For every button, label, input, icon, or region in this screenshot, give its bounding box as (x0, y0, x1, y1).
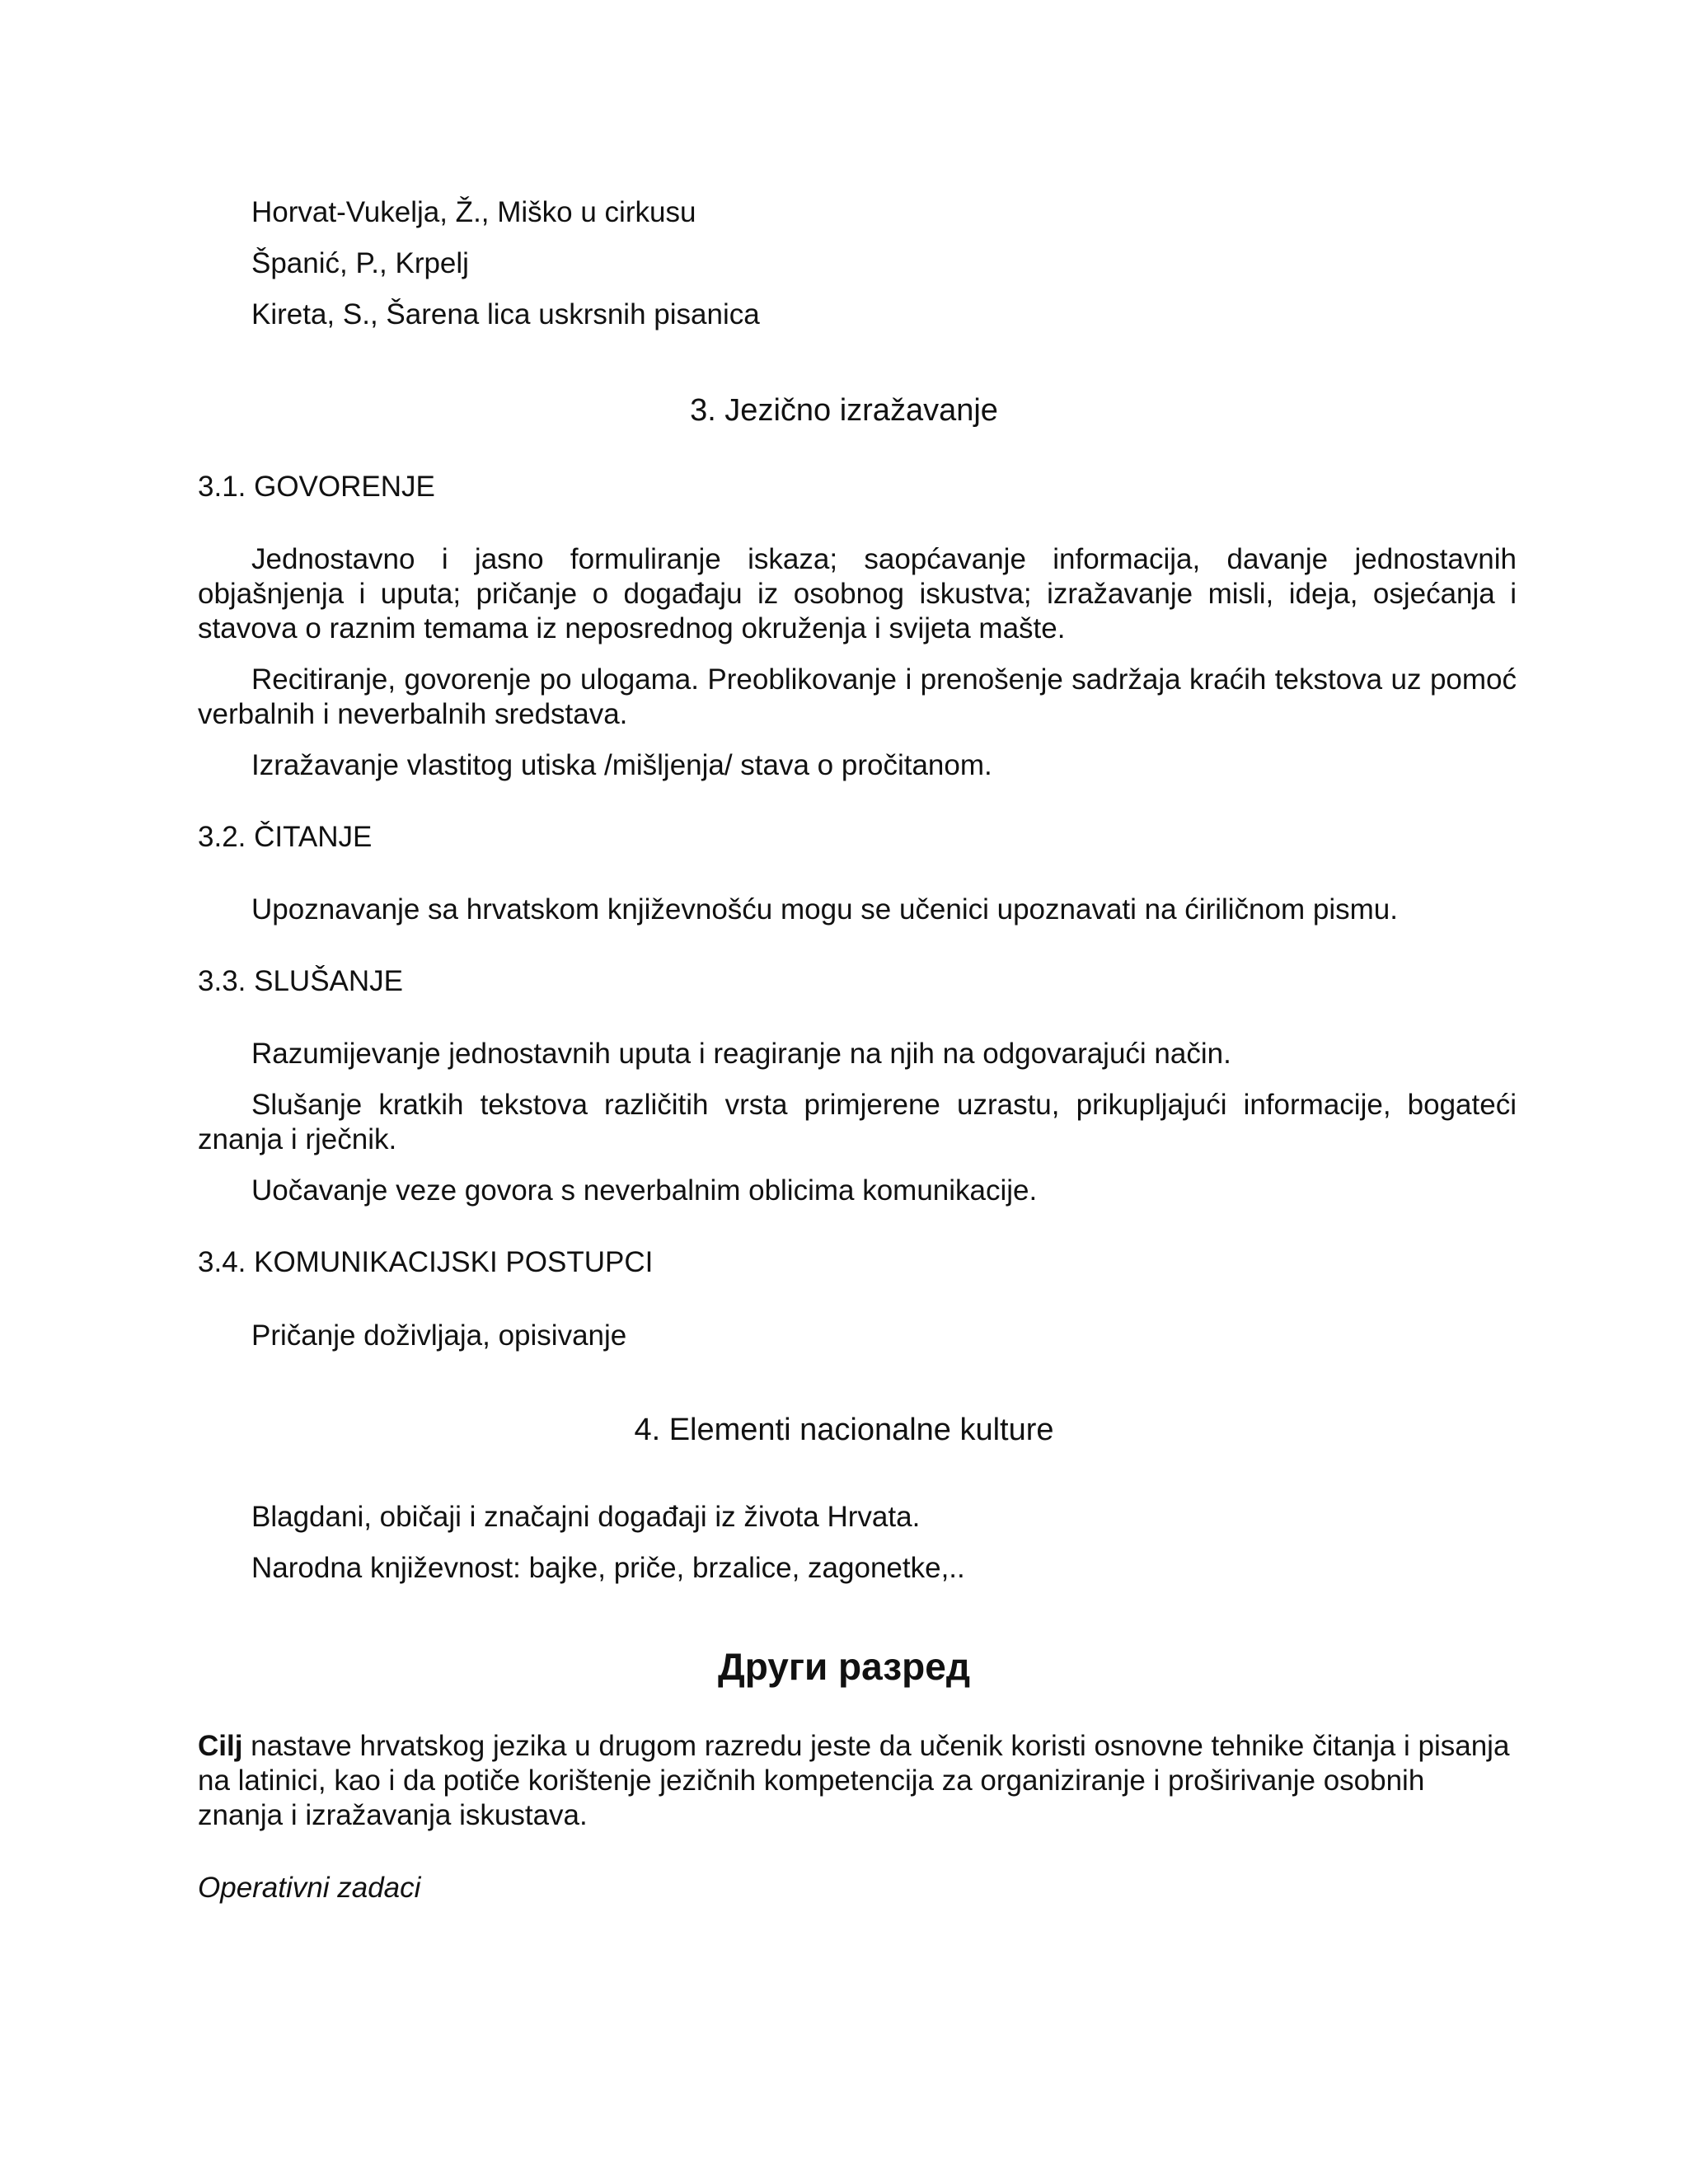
section-title: 4. Elementi nacionalne kulture (634, 1413, 1054, 1447)
goal-label: Cilj (198, 1730, 243, 1762)
goal-text: nastave hrvatskog jezika u drugom razredu jeste da učenik koristi osnovne tehnike čitanja i pisanja na latinici, kao i da potiče korištenje jezičnih kompetencija za organiziranje i proširivanje osobnih znanja i izražavanja iskustava. (198, 1730, 1510, 1831)
paragraph: Recitiranje, govorenje po ulogama. Preoblikovanje i prenošenje sadržaja kraćih tekstova uz pomoć verbalnih i neverbalnih sredstava. (198, 663, 1517, 730)
paragraph: Jednostavno i jasno formuliranje iskaza; saopćavanje informacija, davanje jednostavnih objašnjenja i uputa; pričanje o događaju iz osobnog iskustva; izražavanje misli, ideja, osjećanja i stavova o raznim temama iz neposrednog okruženja i svijeta mašte. (198, 543, 1517, 644)
tasks-heading: Operativni zadaci (198, 1872, 421, 1904)
reference-item: Kireta, S., Šarena lica uskrsnih pisanica (251, 298, 760, 330)
paragraph: Blagdani, običaji i značajni događaji iz života Hrvata. (251, 1501, 921, 1533)
paragraph: Narodna književnost: bajke, priče, brzalice, zagonetke,.. (251, 1552, 965, 1584)
paragraph: Razumijevanje jednostavnih uputa i reagiranje na njih na odgovarajući način. (251, 1038, 1231, 1070)
paragraph: Izražavanje vlastitog utiska /mišljenja/ stava o pročitanom. (251, 749, 992, 781)
paragraph: Pričanje doživljaja, opisivanje (251, 1319, 627, 1352)
grade-title: Други разред (717, 1645, 971, 1688)
section-title: 3. Jezično izražavanje (690, 393, 998, 428)
paragraph: Uočavanje veze govora s neverbalnim oblicima komunikacije. (251, 1174, 1038, 1207)
subsection-heading: 3.4. KOMUNIKACIJSKI POSTUPCI (198, 1246, 654, 1278)
paragraph: Upoznavanje sa hrvatskom književnošću mogu se učenici upoznavati na ćiriličnom pismu. (251, 893, 1398, 926)
reference-item: Horvat-Vukelja, Ž., Miško u cirkusu (251, 196, 696, 228)
subsection-heading: 3.1. GOVORENJE (198, 471, 435, 503)
reference-item: Španić, P., Krpelj (251, 247, 469, 279)
subsection-heading: 3.3. SLUŠANJE (198, 965, 403, 997)
goal-paragraph (198, 1729, 1517, 1833)
subsection-heading: 3.2. ČITANJE (198, 821, 373, 853)
paragraph: Slušanje kratkih tekstova različitih vrsta primjerene uzrastu, prikupljajući informacije, bogateći znanja i rječnik. (198, 1089, 1517, 1155)
